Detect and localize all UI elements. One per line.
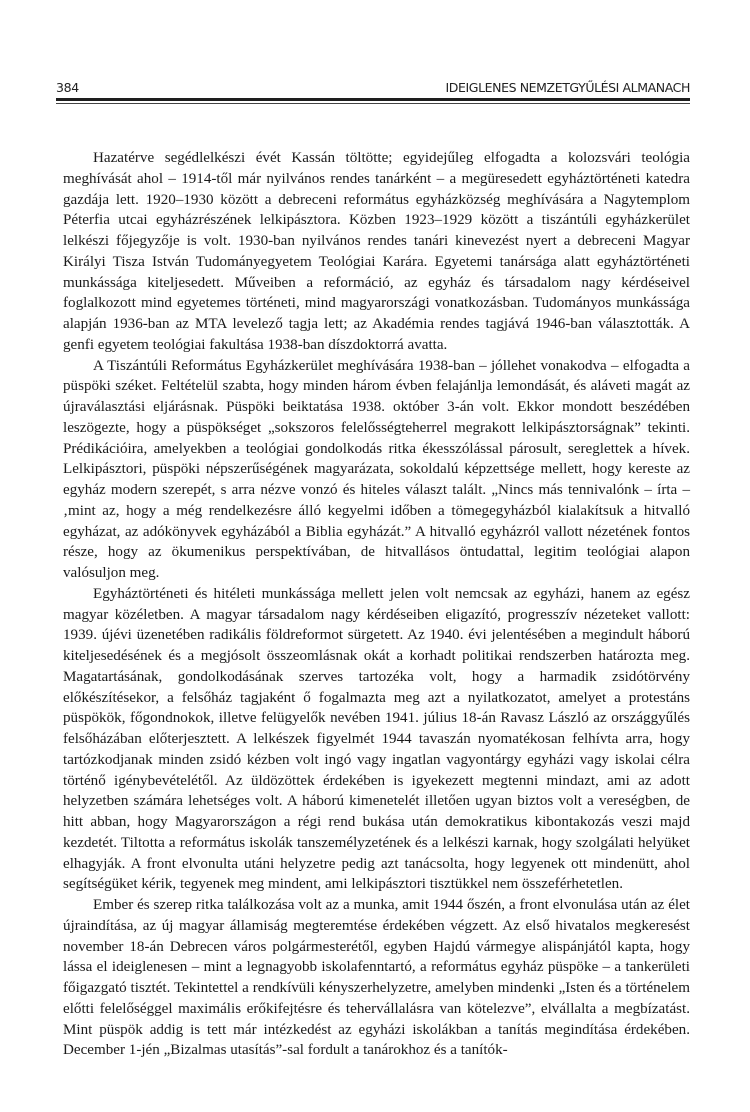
header-rule-thick xyxy=(56,98,690,101)
page-number: 384 xyxy=(56,80,79,95)
paragraph: Ember és szerep ritka találkozása volt az a munka, amit 1944 őszén, a front elvonulása után az élet újraindítása, az új magyar államiság megteremtése érdekében végzett. Az első hivatalos megkeresést november 18-án Debrecen város polgármesterétől, egyben Hajdú vármegye alispánjától kapta, hogy lássa el ideiglenesen – mint a legnagyobb iskolafenntartó, a református egyház püspöke – a tankerületi főigazgató tisztét. Tekintettel a rendkívüli kényszerhelyzetre, amelyben mindenki „Isten és a történelem előtti felelőséggel maximális erőkifejtésre és tehervállalásra van kötelezve”, elvállalta a megbízatást. Mint püspök addig is tett már intézkedést az egyházi iskolákban a tanítás megindítása érdekében. December 1-jén „Bizalmas utasítás”-sal fordult a tanárokhoz és a tanítók- xyxy=(63,897,690,1059)
running-title: IDEIGLENES NEMZETGYŰLÉSI ALMANACH xyxy=(445,80,690,95)
running-head xyxy=(56,80,690,100)
paragraph: A Tiszántúli Református Egyházkerület meghívására 1938-ban – jóllehet vonakodva – elfogadta a püspöki széket. Feltételül szabta, hogy minden három évben felajánlja lemondását, és aláveti magát az újraválasztási eljárásnak. Püspöki beiktatása 1938. október 3-án volt. Ekkor mondott beszédében leszögezte, hogy a püspökséget „sokszoros felelősségteherrel megrakott lelkipásztorságnak” tekinti. Prédikációira, amelyekben a teológiai gondolkodás ritka ékesszólással párosult, sereglettek a hívek. Lelkipásztori, püspöki népszerűségének magyarázata, sokoldalú képzettsége mellett, hogy kereste az egyház modern szerepét, s arra nézve vonzó és hiteles választ talált. „Nincs más tennivalónk – írta – ‚mint az, hogy a még rendelkezésre álló kegyelmi időben a tömegegyházból kialakítsuk a hitvalló egyházat, az adókönyvek egyházából a Biblia egyházát.” A hitvalló egyházról vallott nézetének fontos része, hogy az ökumenikus perspektívában, de hitvallásos öntudattal, legitim teológiai alapon valósuljon meg. xyxy=(63,357,690,581)
body-text xyxy=(63,148,690,1061)
header-rule-thin xyxy=(56,103,690,104)
paragraph: Hazatérve segédlelkészi évét Kassán töltötte; egyidejűleg elfogadta a kolozsvári teológia meghívását ahol – 1914-től már nyilvános rendes tanárként – a megüresedett egyháztörténeti katedra gazdája lett. 1920–1930 között a debreceni református egyházközség meghívására a Nagytemplom Péterfia utcai egyházrészének lelkipásztora. Közben 1923–1929 között a tiszántúli egyházkerület lelkészi főjegyzője is volt. 1930-ban nyilvános rendes tanári kinevezést nyert a debreceni Magyar Királyi Tisza István Tudományegyetem Teológiai Karára. Egyetemi tanársága alatt egyháztörténeti munkássága kiteljesedett. Műveiben a reformáció, az egyház és társadalom nagy kérdéseivel foglalkozott mind egyetemes történeti, mind magyarországi vonatkozásban. Tudományos munkássága alapján 1936-ban az MTA levelező tagja lett; az Akadémia rendes tagjává 1946-ban választották. A genfi egyetem teológiai fakultása 1938-ban díszdoktorrá avatta. xyxy=(63,150,690,353)
paragraph: Egyháztörténeti és hitéleti munkássága mellett jelen volt nemcsak az egyházi, hanem az egész magyar közéletben. A magyar társadalom nagy kérdéseiben eligazító, progresszív nézeteket vallott: 1939. újévi üzenetében radikális földreformot sürgetett. Az 1940. évi jelentésében a megindult háború kiteljesedésének és a megjósolt összeomlásnak okát a korhadt politikai rendszerben határozta meg. Magatartásának, gondolkodásának szerves tartozéka volt, hogy a harmadik zsidótörvény előkészítésekor, a felsőház tagjaként ő fogalmazta meg azt a nyilatkozatot, amelyet a protestáns püspökök, főgondnokok, illetve felügyelők nevében 1941. július 18-án Ravasz László az országgyűlés felsőházában előterjesztett. A lelkészek figyelmét 1944 tavaszán nyomatékosan felhívta arra, hogy tartózkodjanak minden zsidó kézben volt ingó vagy ingatlan vagyontárgy egyházi vagy iskolai célra történő igénybevételétől. Az üldözöttek érdekében is igyekezett megtenni mindazt, ami az adott helyzetben számára lehetséges volt. A háború kimenetelét illetően ugyan biztos volt a vereségben, de hitt abban, hogy Magyarországon a régi rend bukása után demokratikus kibontakozás veszi majd kezdetét. Tiltotta a református iskolák tanszemélyzetének és a lelkészi karnak, hogy szolgálati helyüket elhagyják. A front elvonulta utáni helyzetre pedig azt tanácsolta, hogy legyenek ott mindenütt, ahol segítségüket kérik, tegyenek meg mindent, ami lelkipásztori tisztükkel nem összeférhetetlen. xyxy=(63,585,690,893)
